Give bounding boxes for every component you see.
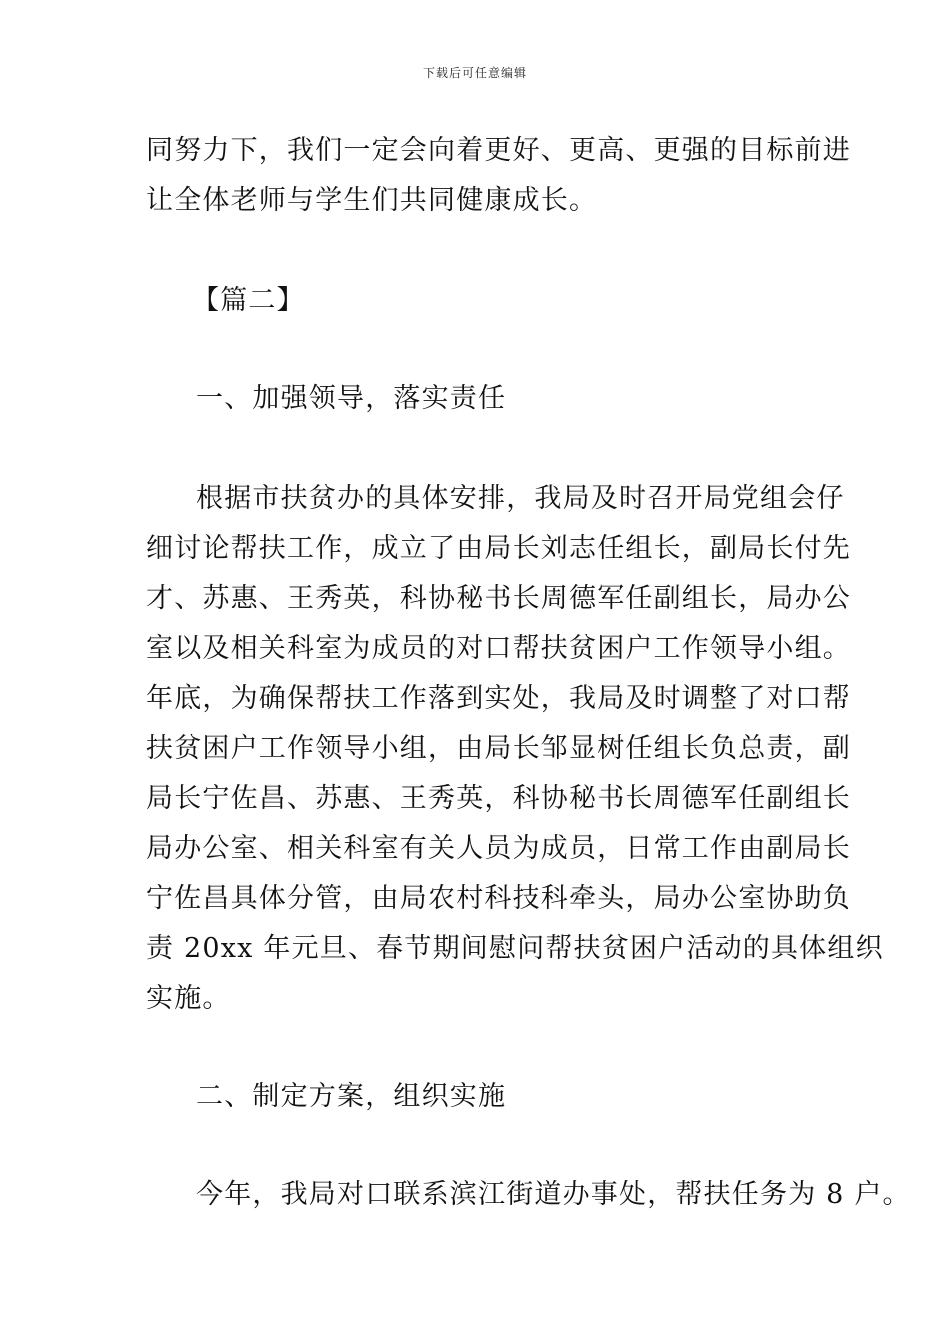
paragraph-line: 扶贫困户工作领导小组，由局长邹显树任组长负总责，副 [146,733,851,764]
paragraph-line: 今年，我局对口联系滨江街道办事处，帮扶任务为 8 户。 [196,1179,911,1210]
intro-line: 让全体老师与学生们共同健康成长。 [146,185,598,216]
section-heading: 二、制定方案，组织实施 [196,1081,507,1112]
paragraph-line: 细讨论帮扶工作，成立了由局长刘志任组长，副局长付先 [146,533,851,564]
paragraph-line: 室以及相关科室为成员的对口帮扶贫困户工作领导小组。 [146,633,851,664]
header-note: 下载后可任意编辑 [422,66,527,80]
paragraph-line: 局办公室、相关科室有关人员为成员，日常工作由副局长 [146,833,851,864]
intro-line: 同努力下，我们一定会向着更好、更高、更强的目标前进 [146,135,851,166]
paragraph-line: 年底，为确保帮扶工作落到实处，我局及时调整了对口帮 [146,683,851,714]
paragraph-line: 宁佐昌具体分管，由局农村科技科牵头，局办公室协助负 [146,883,851,914]
paragraph-line: 责 20xx 年元旦、春节期间慰问帮扶贫困户活动的具体组织 [146,933,884,964]
paragraph-line: 才、苏惠、王秀英，科协秘书长周德军任副组长，局办公 [146,583,851,614]
paragraph-line: 根据市扶贫办的具体安排，我局及时召开局党组会仔 [196,483,845,514]
paragraph-line: 实施。 [146,983,231,1014]
section-title: 【篇二】 [192,285,305,316]
section-heading: 一、加强领导，落实责任 [196,383,507,414]
paragraph-line: 局长宁佐昌、苏惠、王秀英，科协秘书长周德军任副组长 [146,783,851,814]
